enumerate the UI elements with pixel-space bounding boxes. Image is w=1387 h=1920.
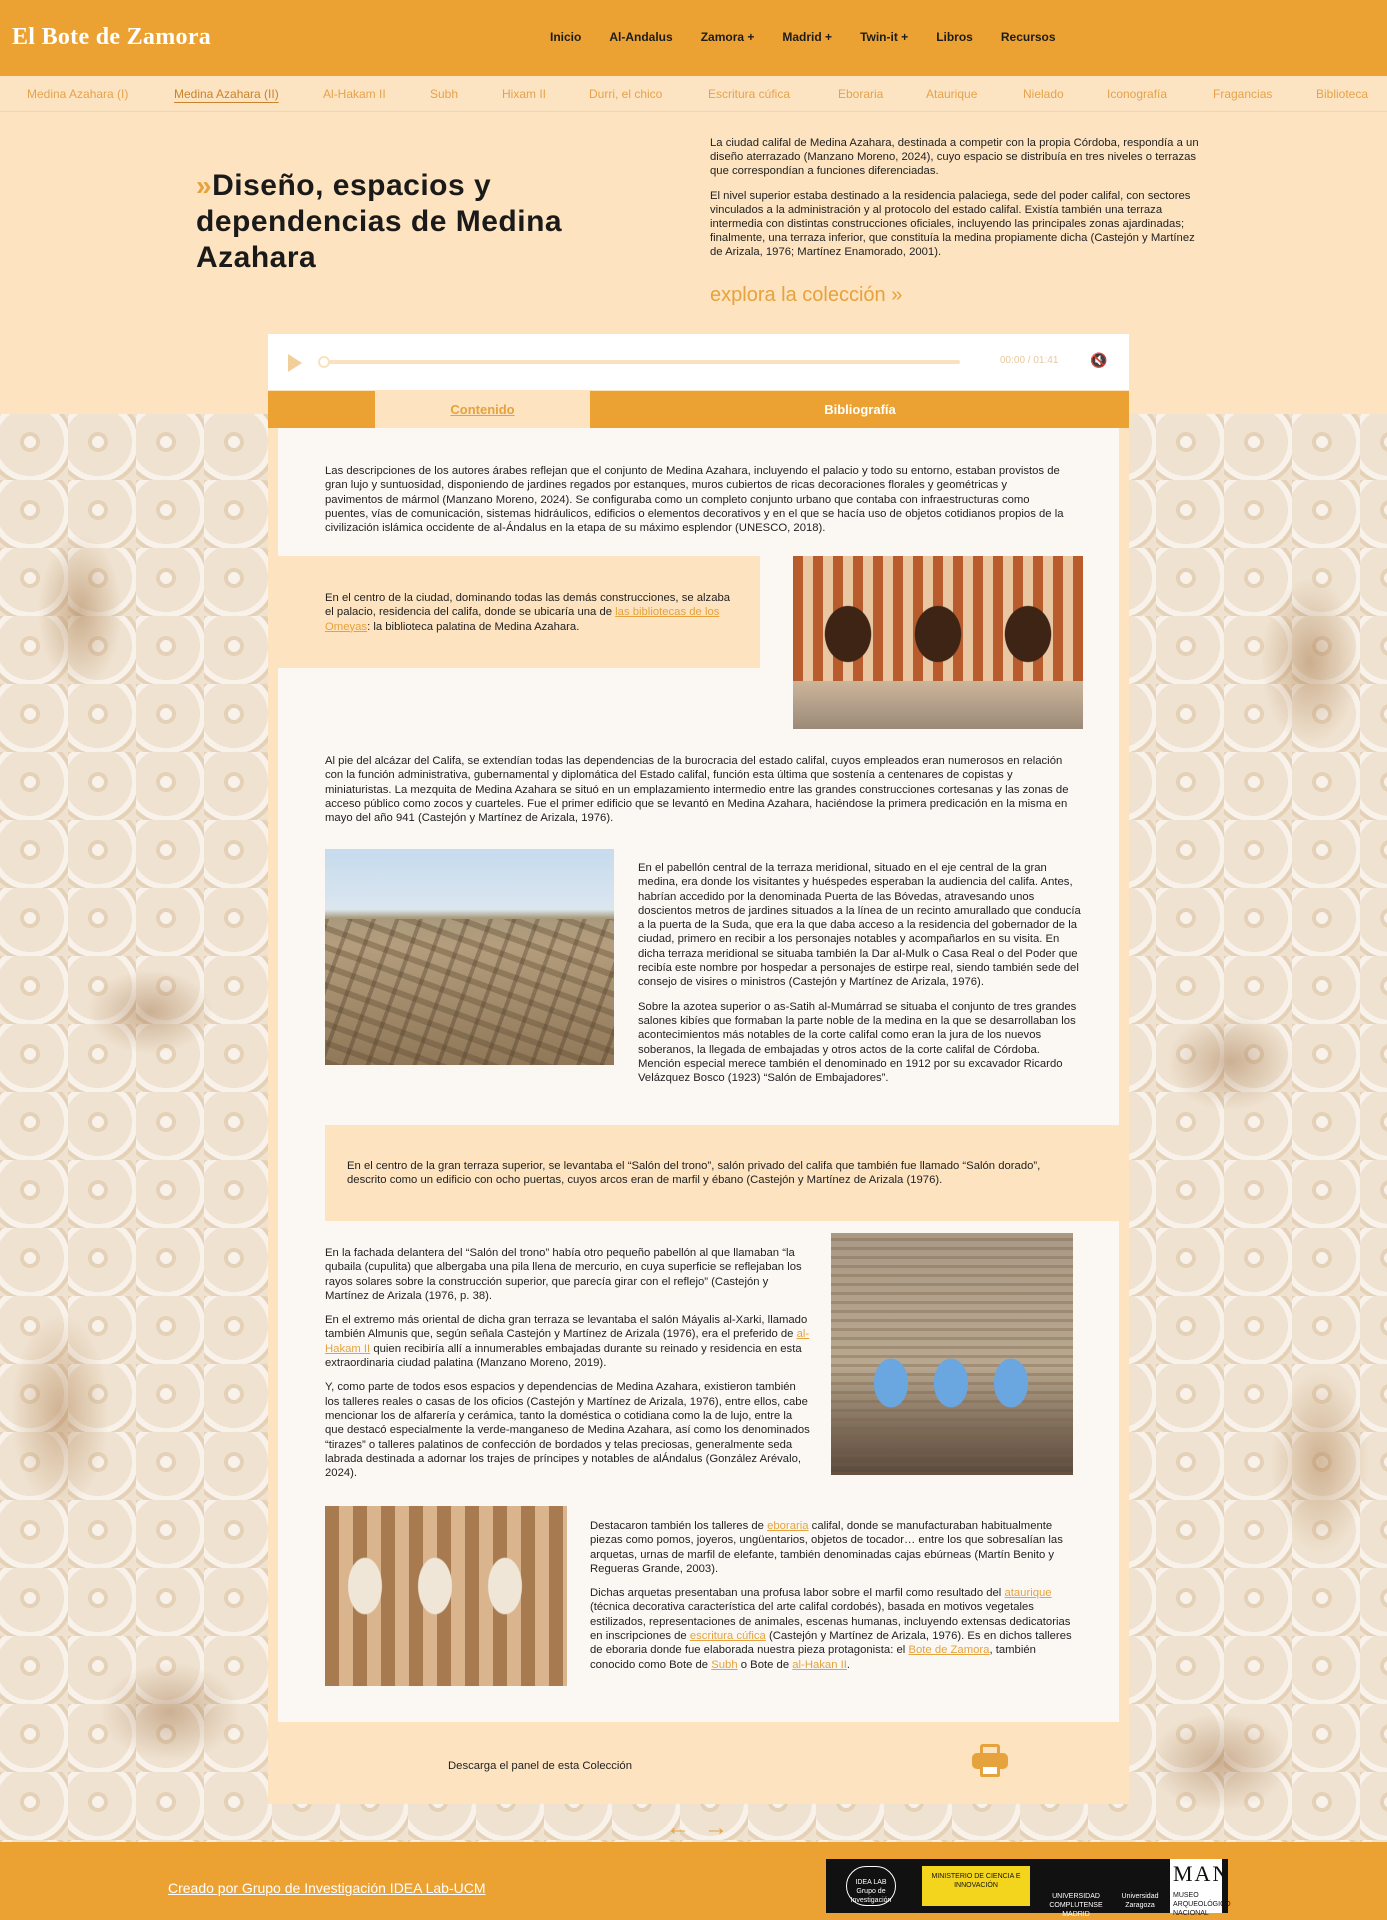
nav-libros[interactable]: Libros	[936, 30, 973, 44]
content-paragraph: En el pabellón central de la terraza meridional, situado en el eje central de la gran medina, era donde los visitantes y huéspedes esperaban la audiencia del califa. Antes, habrían accedido por la denominada Puerta de las Bóvedas, atravesando unos doscientos metros de jardines situados a la línea de un recinto amurallado que conducía a la puerta de la Suda, que era la que daba acceso a la residencia del gobernador de la ciudad, primero en recibir a los personajes notables y acompañarlos en su visita. En dicha terraza meridional se situaba también la Dar al-Mulk o Casa Real o del Poder que recibía este nombre por hospedar a personajes de estirpe real, siendo también sede del consejo de visires o ministros (Castejón y Martínez de Arizala, 1976).	[638, 862, 1081, 989]
subnav-iconografia[interactable]: Iconografía	[1107, 87, 1168, 101]
main-nav	[550, 30, 1084, 44]
audio-player	[268, 334, 1129, 390]
ucm-logo: UNIVERSIDAD COMPLUTENSE MADRID	[1049, 1893, 1103, 1918]
nav-inicio[interactable]: Inicio	[550, 30, 582, 44]
top-navigation-bar	[0, 0, 1387, 76]
content-column	[325, 1246, 810, 1490]
image-ruinas-panoramica	[325, 849, 614, 1065]
image-arcos-columnas	[325, 1506, 567, 1686]
subnav-medina-azahara-1[interactable]: Medina Azahara (I)	[27, 87, 129, 101]
collection-subnav	[0, 76, 1387, 112]
content-paragraph: En la fachada delantera del “Salón del trono” había otro pequeño pabellón al que llamaban “la qubaila (cupulita) que albergaba una pila llena de mercurio, en cuya superficie se reflejaban los rayos solares sobre la construcción superior, que parecía girar con el reflejo” (Castejón y Martínez de Arizala (1976, p. 38).	[325, 1247, 802, 1302]
subnav-fragancias[interactable]: Fragancias	[1213, 87, 1273, 101]
link-ataurique[interactable]: ataurique	[1004, 1587, 1052, 1600]
subnav-biblioteca[interactable]: Biblioteca	[1316, 87, 1369, 101]
link-al-hakam[interactable]: al-Hakam II	[325, 1328, 810, 1355]
link-subh[interactable]: Subh	[711, 1658, 738, 1671]
audio-progress-track[interactable]	[320, 360, 960, 364]
content-column	[638, 861, 1083, 1095]
content-panel	[278, 428, 1119, 1722]
nav-zamora[interactable]: Zamora +	[700, 30, 755, 44]
content-paragraph: Destacaron también los talleres de eboraria califal, donde se manufacturaban habitualmente piezas como pomos, joyeros, ungüentarios, objetos de tocador… entre los que sobresalían las arquetas, urnas de marfil de elefante, también denominadas cajas ebúrneas (Martín Benito y Regueras Grande, 2003).	[590, 1520, 1063, 1575]
tab-bibliografia[interactable]: Bibliografía	[824, 402, 896, 417]
content-paragraph: Y, como parte de todos esos espacios y dependencias de Medina Azahara, existieron también los talleres reales o casas de los oficios (Castejón y Martínez de Arizala, 1976), entre ellos, cabe mencionar los de alfarería y cerámica, tanto la doméstica o cotidiana como la de lujo, entre la que destacó especialmente la verde-manganeso de Medina Azahara, así como los denominados “tirazes” o talleres palatinos de confección de bordados y telas preciosas, generalmente seda labrada destinada a adornar los trajes de príncipes y notables de alÁndalus (González Arévalo, 2024).	[325, 1381, 810, 1480]
site-brand[interactable]: El Bote de Zamora	[12, 24, 212, 50]
hero-intro	[710, 136, 1210, 270]
play-icon[interactable]	[288, 354, 302, 372]
subnav-hixam[interactable]: Hixam II	[502, 87, 547, 101]
subnav-escritura-cufica[interactable]: Escritura cúfica	[708, 87, 791, 101]
pager	[666, 1814, 742, 1842]
content-column	[590, 1519, 1078, 1682]
subnav-ataurique[interactable]: Ataurique	[926, 87, 978, 101]
highlight-text: En el centro de la gran terraza superior, se levantaba el “Salón del trono”, salón privado del califa que también fue llamado “Salón dorado”, descrito como un edificio con ocho puertas, cuyos arcos eran de marfil y ébano (Castejón y Martínez de Arizala (1976).	[347, 1160, 1041, 1187]
image-arcos-cielo	[831, 1233, 1073, 1475]
subnav-subh[interactable]: Subh	[430, 87, 459, 101]
unizar-logo: Universidad Zaragoza	[1121, 1893, 1159, 1909]
audio-progress-handle[interactable]	[318, 356, 330, 368]
explore-collection-link[interactable]: explora la colección »	[710, 284, 903, 306]
content-paragraph: Las descripciones de los autores árabes reflejan que el conjunto de Medina Azahara, incluyendo el palacio y todo su entorno, estaban provistos de gran lujo y suntuosidad, disponiendo de jardines regados por estanques, muros cubiertos de ricas decoraciones florales y geométricas y pavimentos de mármol (Manzano Moreno, 2024). Se configuraba como un completo conjunto urbano que contaba con infraestructuras como puentes, vías de comunicación, sistemas hidráulicos, edificios o elementos decorativos y en el que se hacía uso de objetos cotidianos propios de la civilización islámica occidente de al-Ándalus en la etapa de su máximo esplendor (UNESCO, 2018).	[325, 465, 1064, 535]
volume-mute-icon[interactable]: 🔇	[1090, 352, 1108, 368]
footer	[0, 1842, 1387, 1920]
highlight-text: En el centro de la ciudad, dominando todas las demás construcciones, se alzaba el palacio, residencia del califa, donde se ubicaría una de las bibliotecas de los Omeyas: la biblioteca palatina de Medina Azahara.	[325, 592, 731, 633]
content-tabs	[268, 391, 1129, 428]
arrow-left-icon[interactable]: ←	[666, 1814, 704, 1841]
link-eboraria[interactable]: eboraria	[767, 1520, 809, 1532]
chevron-down-icon: »	[196, 170, 213, 201]
content-paragraph: Sobre la azotea superior o as-Satih al-Mumárrad se situaba el conjunto de tres grandes salones kibíes que formaban la parte noble de la medina en la que se desarrollaban los acontecimientos más notables de la corte califal como eran la jura de los nuevos soberanos, la llegada de embajadas y otros actos de la corte califal de Córdoba. Mención especial merece también el denominado en 1912 por su excavador Ricardo Velázquez Bosco (1923) “Salón de Embajadores”.	[638, 1000, 1077, 1085]
page-title	[196, 168, 616, 276]
hero-paragraph: El nivel superior estaba destinado a la residencia palaciega, sede del poder califal, con sectores vinculados a la administración y al protocolo del estado califal. Existía también una terraza intermedia con distintas construcciones oficiales, incluyendo las principales zonas ajardinadas; finalmente, una terraza inferior, que constituía la medina propiamente dicha (Castejón y Martínez de Arizala, 1976; Martínez Enamorado, 2001).	[710, 189, 1195, 259]
link-escritura-cufica[interactable]: escritura cúfica	[689, 1630, 766, 1643]
audio-time: 00:00 / 01:41	[1000, 355, 1059, 366]
content-card	[268, 334, 1129, 1804]
image-arcos-salon	[793, 556, 1083, 729]
arrow-right-icon[interactable]: →	[704, 1814, 742, 1841]
download-label: Descarga el panel de esta Colección	[448, 1760, 632, 1772]
credit-link[interactable]: Creado por Grupo de Investigación IDEA Lab-UCM	[168, 1880, 486, 1896]
man-logo: MAN MUSEO ARQUEOLÓGICO NACIONAL	[1170, 1859, 1222, 1913]
printer-icon[interactable]	[972, 1744, 1008, 1778]
ministry-logo: MINISTERIO DE CIENCIA E INNOVACIÓN	[922, 1866, 1030, 1906]
nav-recursos[interactable]: Recursos	[1000, 30, 1056, 44]
page-title-text: Diseño, espacios y dependencias de Medina Azahara	[196, 169, 563, 274]
content-paragraph: Al pie del alcázar del Califa, se extendían todas las dependencias de la burocracia del estado califal, cuyos empleados eran numerosos en relación con la función administrativa, gubernamental y diplomática del Estado califal, función esta última que sostenía a centenares de copistas y miniaturistas. La mezquita de Medina Azahara se situó en un emplazamiento intermedio entre las grandes construcciones cortesanas y las zonas de acceso público como zocos y cuarteles. Fue el primer edificio que se levantó en Medina Azahara, haciéndose la primera predicación en la misma en mayo del año 941 (Castejón y Martínez de Arizala, 1976).	[325, 755, 1069, 825]
content-paragraph: Dichas arquetas presentaban una profusa labor sobre el marfil como resultado del ataurique (técnica decorativa característica del arte califal cordobés), basada en motivos vegetales estilizados, representaciones de animales, escenas humanas, incluyendo extensas dedicatorias en inscripciones de escritura cúfica (Castejón y Martínez de Arizala, 1976). Es en dichos talleres de eboraria donde fue elaborada nuestra pieza protagonista: el Bote de Zamora, también conocido como Bote de Subh o Bote de al-Hakan II.	[590, 1587, 1072, 1671]
subnav-al-hakam[interactable]: Al-Hakam II	[323, 87, 386, 101]
nav-twin-it[interactable]: Twin-it +	[860, 30, 909, 44]
link-bibliotecas-omeyas[interactable]: las bibliotecas de los Omeyas	[325, 606, 720, 633]
link-al-hakan[interactable]: al-Hakan II	[792, 1658, 847, 1671]
highlight-band	[278, 556, 760, 668]
nav-al-andalus[interactable]: Al-Andalus	[609, 30, 673, 44]
subnav-durri[interactable]: Durri, el chico	[589, 87, 663, 101]
subnav-medina-azahara-2[interactable]: Medina Azahara (II)	[174, 87, 279, 101]
highlight-band	[325, 1125, 1119, 1221]
link-bote-de-zamora[interactable]: Bote de Zamora	[908, 1644, 990, 1657]
hero-paragraph: La ciudad califal de Medina Azahara, destinada a competir con la propia Córdoba, respondía a un diseño aterrazado (Manzano Moreno, 2024), cuyo espacio se distribuía en tres niveles o terrazas que correspondían a funciones diferenciadas.	[710, 137, 1199, 178]
tab-contenido[interactable]: Contenido	[375, 391, 590, 428]
sponsor-logos	[826, 1859, 1231, 1918]
nav-madrid[interactable]: Madrid +	[782, 30, 833, 44]
subnav-nielado[interactable]: Nielado	[1023, 87, 1064, 101]
idea-lab-logo: IDEA LAB Grupo de Investigación	[846, 1866, 896, 1906]
content-paragraph: En el extremo más oriental de dicha gran terraza se levantaba el salón Máyalis al-Xarki, llamado también Almunis que, según señala Castejón y Martínez de Arizala (1976), era el preferido de al-Hakam II quien recibiría allí a innumerables embajadas durante su reinado y residencia en esta extraordinaria ciudad palatina (Manzano Moreno, 2019).	[325, 1314, 810, 1370]
subnav-eboraria[interactable]: Eboraria	[838, 87, 884, 101]
